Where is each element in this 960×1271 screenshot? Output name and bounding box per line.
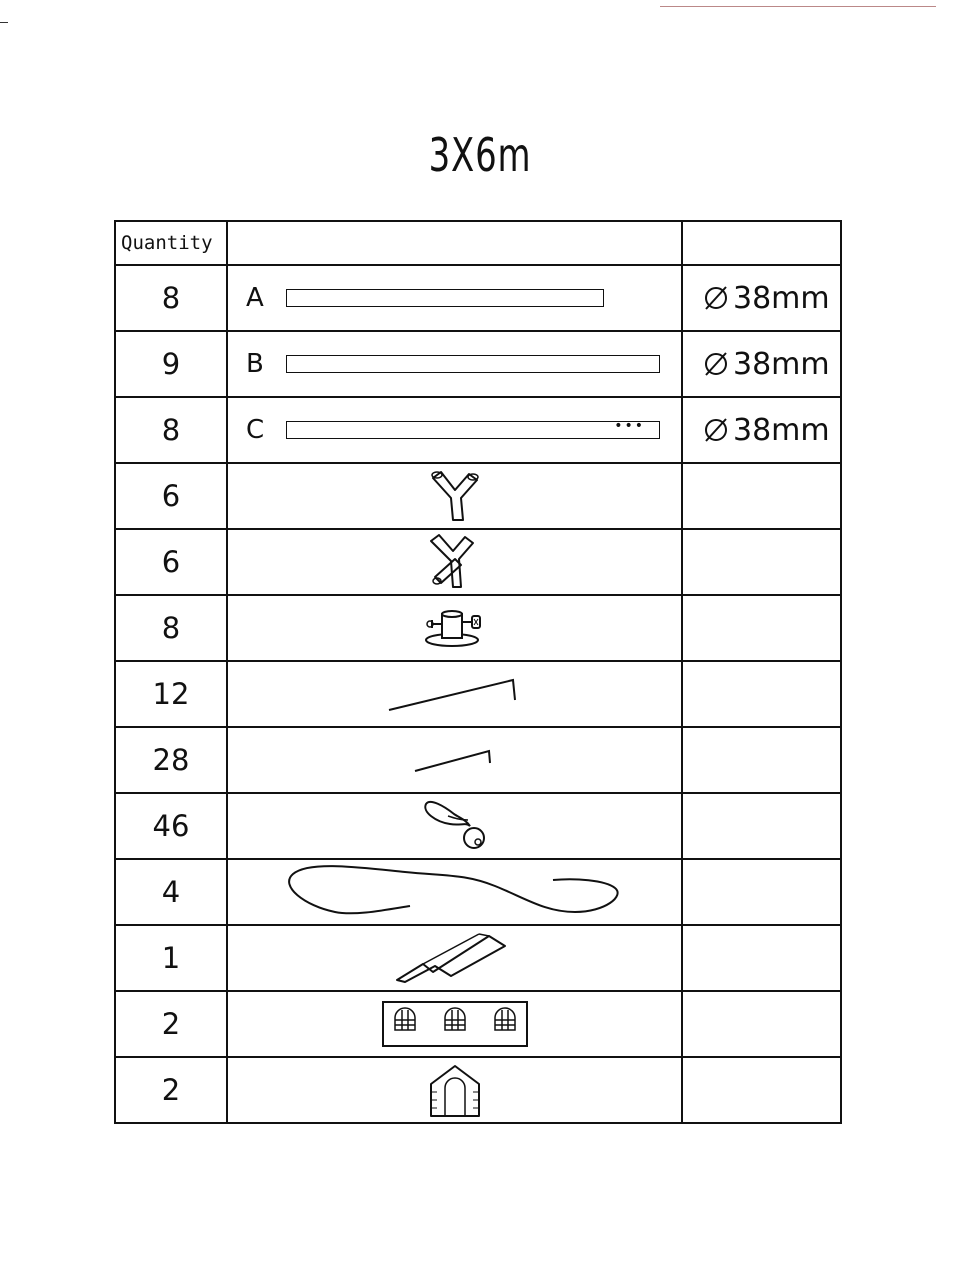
spec-header <box>682 221 841 265</box>
spec-cell <box>682 727 841 793</box>
table-row <box>115 397 841 463</box>
spec-cell <box>682 331 841 397</box>
foot-plate-icon <box>422 606 488 650</box>
part-cell <box>227 1057 682 1123</box>
part-cell <box>227 463 682 529</box>
table-row <box>115 925 841 991</box>
part-cell <box>227 661 682 727</box>
spec-cell <box>682 463 841 529</box>
table-row <box>115 265 841 331</box>
part-cell <box>227 727 682 793</box>
spec-cell <box>682 661 841 727</box>
four-way-connector-icon <box>425 533 485 591</box>
quantity-cell: 12 <box>115 661 227 727</box>
quantity-cell: 8 <box>115 595 227 661</box>
part-cell <box>227 859 682 925</box>
roof-cover-icon <box>395 932 515 984</box>
diameter-value: 38mm <box>733 346 830 382</box>
window-sidewall-icon <box>381 1000 529 1048</box>
table-row <box>115 595 841 661</box>
page-title: 3X6m <box>428 128 532 182</box>
part-cell <box>227 265 682 331</box>
part-cell <box>227 529 682 595</box>
diameter-value: 38mm <box>733 280 830 316</box>
part-cell <box>227 397 682 463</box>
table-header-row <box>115 221 841 265</box>
quantity-cell: 9 <box>115 331 227 397</box>
spec-cell <box>682 793 841 859</box>
table-row <box>115 991 841 1057</box>
part-letter: A <box>246 283 264 313</box>
quantity-cell: 28 <box>115 727 227 793</box>
scan-edge-line <box>660 6 936 7</box>
rope-icon <box>285 862 625 922</box>
quantity-cell: 2 <box>115 991 227 1057</box>
part-cell <box>227 595 682 661</box>
short-stake-icon <box>413 745 497 775</box>
scan-edge-mark <box>0 22 8 23</box>
table-row <box>115 793 841 859</box>
diameter-icon <box>703 351 729 377</box>
spec-cell <box>682 859 841 925</box>
part-cell <box>227 793 682 859</box>
spec-cell <box>682 925 841 991</box>
table-row <box>115 661 841 727</box>
pipe-c-icon <box>286 418 660 439</box>
quantity-cell: 8 <box>115 265 227 331</box>
pipe-a-icon <box>286 289 604 307</box>
quantity-header: Quantity <box>115 221 227 265</box>
pipe-c-marks: ••• <box>614 418 645 434</box>
quantity-cell: 4 <box>115 859 227 925</box>
table-row <box>115 463 841 529</box>
quantity-cell: 8 <box>115 397 227 463</box>
part-cell <box>227 925 682 991</box>
door-endwall-icon <box>427 1062 483 1118</box>
part-letter: C <box>246 415 265 445</box>
spec-cell <box>682 1057 841 1123</box>
pipe-b-icon <box>286 355 660 373</box>
part-cell <box>227 991 682 1057</box>
table-row <box>115 859 841 925</box>
quantity-cell: 6 <box>115 463 227 529</box>
table-row <box>115 331 841 397</box>
spec-cell <box>682 529 841 595</box>
diameter-value: 38mm <box>733 412 830 448</box>
part-header <box>227 221 682 265</box>
parts-list-table <box>114 220 842 1124</box>
long-stake-icon <box>387 674 523 714</box>
quantity-cell: 1 <box>115 925 227 991</box>
spec-cell <box>682 397 841 463</box>
quantity-cell: 2 <box>115 1057 227 1123</box>
quantity-cell: 46 <box>115 793 227 859</box>
table-row <box>115 1057 841 1123</box>
y-connector-icon <box>425 468 485 524</box>
table-row <box>115 529 841 595</box>
part-letter: B <box>246 349 264 379</box>
spec-cell <box>682 991 841 1057</box>
part-cell <box>227 331 682 397</box>
spec-cell <box>682 265 841 331</box>
table-row <box>115 727 841 793</box>
diameter-icon <box>703 417 729 443</box>
spec-cell <box>682 595 841 661</box>
clip-icon <box>420 796 490 856</box>
diameter-icon <box>703 285 729 311</box>
quantity-cell: 6 <box>115 529 227 595</box>
